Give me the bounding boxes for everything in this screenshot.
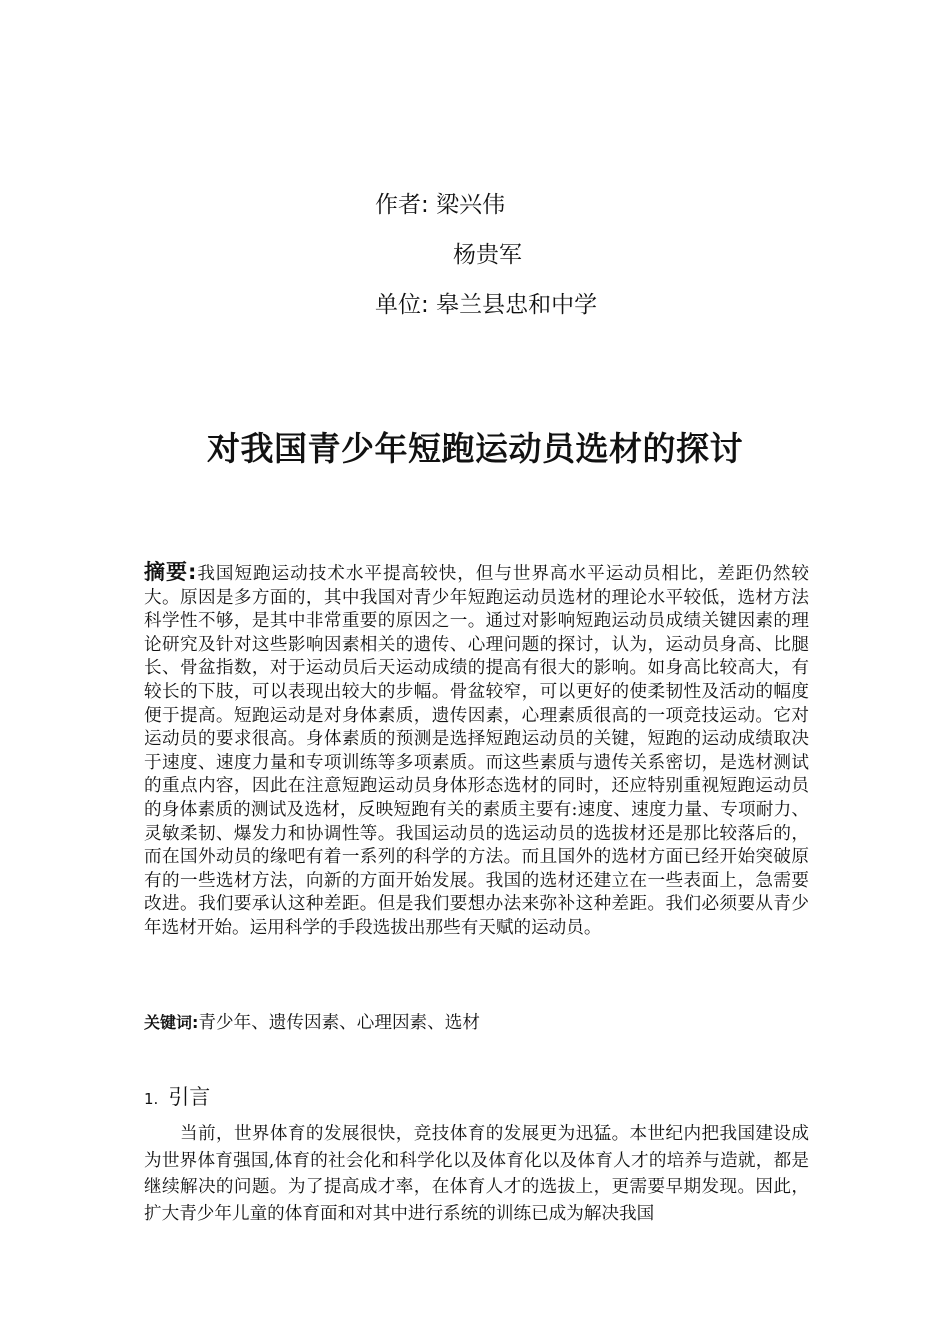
- section-number: 1.: [144, 1090, 159, 1108]
- author-name-1: 梁兴伟: [436, 192, 506, 218]
- paper-title: 对我国青少年短跑运动员选材的探讨: [207, 429, 743, 468]
- abstract-label: 摘要:: [144, 560, 197, 584]
- intro-paragraph: 当前，世界体育的发展很快，竞技体育的发展更为迅猛。本世纪内把我国建设成为世界体育强国,体育的社会化和科学化以及体育化以及体育人才的培养与造就，都是继续解决的问题。为了提高成才率，在体育人才的选拔上，更需要早期发现。因此，扩大青少年儿童的体育面和对其中进行系统的训练已成为解决我国: [144, 1124, 809, 1224]
- section-title: 引言: [168, 1085, 211, 1109]
- author-name-2: 杨贵军: [453, 242, 522, 268]
- author-line-1: [375, 180, 597, 230]
- keywords-text: 青少年、遗传因素、心理因素、选材: [198, 1013, 480, 1033]
- section-heading: [144, 1082, 210, 1114]
- keywords-line: [144, 1011, 809, 1035]
- unit-label: 单位:: [375, 292, 429, 318]
- author-block: [375, 180, 597, 330]
- author-label: 作者:: [375, 192, 429, 218]
- author-line-2: [375, 230, 597, 280]
- keywords-label: 关键词:: [144, 1013, 199, 1032]
- unit-name: 皋兰县忠和中学: [436, 292, 598, 318]
- abstract-text: 我国短跑运动技术水平提高较快，但与世界高水平运动员相比，差距仍然较大。原因是多方面的，其中我国对青少年短跑运动员选材的理论水平较低，选材方法科学性不够，是其中非常重要的原因之一。通过对影响短跑运动员成绩关键因素的理论研究及针对这些影响因素相关的遗传、心理问题的探讨，认为，运动员身高、比腿长、骨盆指数，对于运动员后天运动成绩的提高有很大的影响。如身高比较高大，有较长的下肢，可以表现出较大的步幅。骨盆较窄，可以更好的使柔韧性及活动的幅度便于提高。短跑运动是对身体素质，遗传因素，心理素质很高的一项竞技运动。它对运动员的要求很高。身体素质的预测是选择短跑运动员的关键，短跑的运动成绩取决于速度、速度力量和专项训练等多项素质。而这些素质与遗传关系密切，是选材测试的重点内容，因此在注意短跑运动员身体形态选材的同时，还应特别重视短跑运动员的身体素质的测试及选材，反映短跑有关的素质主要有:速度、速度力量、专项耐力、灵敏柔韧、爆发力和协调性等。我国运动员的选运动员的选拔材还是那比较落后的，而在国外动员的缘吧有着一系列的科学的方法。而且国外的选材方面已经开始突破原有的一些选材方法，向新的方面开始发展。我国的选材还建立在一些表面上，急需要改进。我们要承认这种差距。但是我们要想办法来弥补这种差距。我们必须要从青少年选材开始。运用科学的手段选拔出那些有天赋的运动员。: [144, 564, 809, 938]
- unit-line: [375, 280, 597, 330]
- abstract-paragraph: [144, 561, 809, 941]
